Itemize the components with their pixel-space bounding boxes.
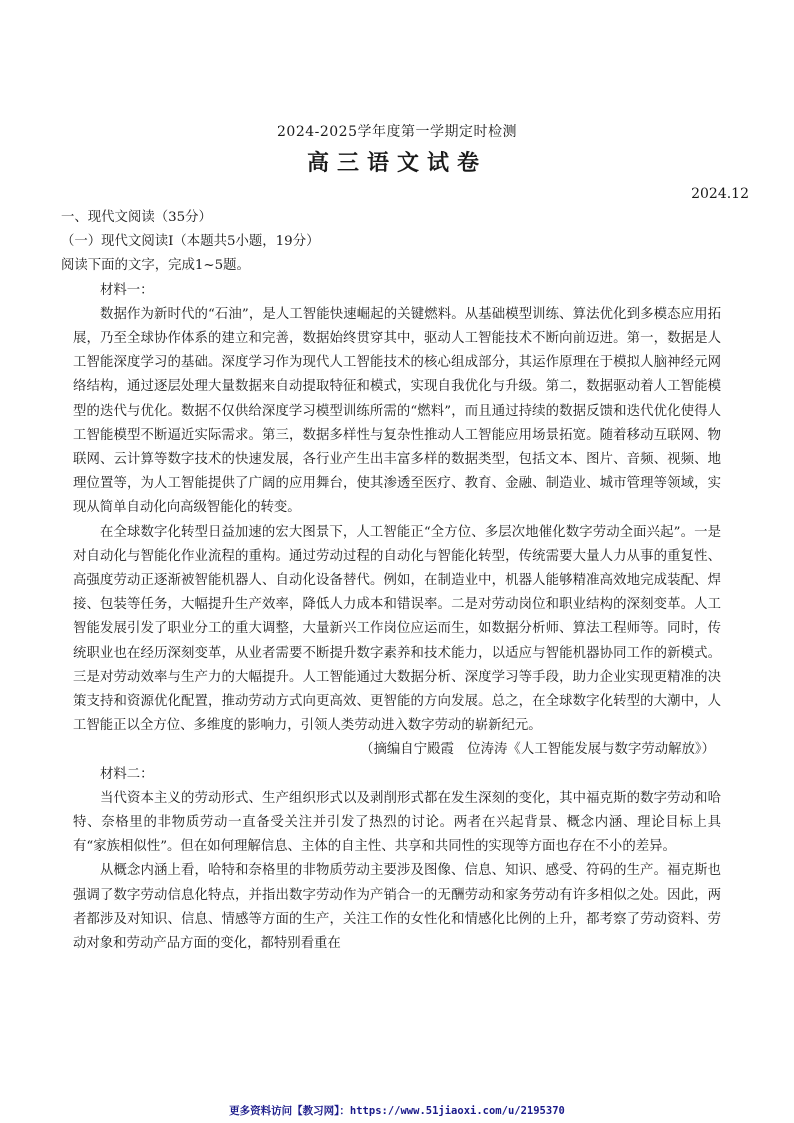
- material-two-paragraph: 当代资本主义的劳动形式、生产组织形式以及剥削形式都在发生深刻的变化，其中福克斯的数字劳动和哈特、奈格里的非物质劳动一直备受关注并引发了热烈的讨论。两者在兴起背景、概念内涵、理论目标上具有“家族相似性”。但在如何理解信息、主体的自主性、共享和共同性的实现等方面也存在不小的差异。: [73, 790, 721, 855]
- section-subheading: （一）现代文阅读Ⅰ（本题共5小题，19分）: [61, 234, 320, 250]
- footer-link[interactable]: 更多资料访问【教习网】：https://www.51jiaoxi.com/u/2195370: [229, 1105, 565, 1117]
- material-one-paragraph: 在全球数字化转型日益加速的宏大图景下，人工智能正“全方位、多层次地催化数字劳动全面兴起”。一是对自动化与智能化作业流程的重构。通过劳动过程的自动化与智能化转型，传统需要大量人力从事的重复性、高强度劳动正逐渐被智能机器人、自动化设备替代。例如，在制造业中，机器人能够精准高效地完成装配、焊接、包装等任务，大幅提升生产效率，降低人力成本和错误率。二是对劳动岗位和职业结构的深刻变革。人工智能发展引发了职业分工的重大调整，大量新兴工作岗位应运而生，如数据分析师、算法工程师等。同时，传统职业也在经历深刻变革，从业者需要不断提升数字素养和技术能力，以适应与智能机器协同工作的新模式。三是对劳动效率与生产力的大幅提升。人工智能通过大数据分析、深度学习等手段，助力企业实现更精准的决策支持和资源优化配置，推动劳动方式向更高效、更智能的方向发展。总之，在全球数字化转型的大潮中，人工智能正以全方位、多维度的影响力，引领人类劳动进入数字劳动的崭新纪元。: [73, 524, 721, 734]
- exam-date: 2024.12: [691, 186, 749, 202]
- material-two-paragraph: 从概念内涵上看，哈特和奈格里的非物质劳动主要涉及图像、信息、知识、感受、符码的生产。福克斯也强调了数字劳动信息化特点，并指出数字劳动作为产销合一的无酬劳动和家务劳动有许多相似之处。因此，两者都涉及对知识、信息、情感等方面的生产，关注工作的女性化和情感化比例的上升，都考察了劳动资料、劳动对象和劳动产品方面的变化，都特别看重在: [73, 863, 721, 952]
- section-heading: 一、现代文阅读（35分）: [61, 210, 212, 225]
- exam-subtitle: 2024-2025学年度第一学期定时检测: [277, 124, 517, 140]
- material-one-source: （摘编自宁殿霞 位涛涛《人工智能发展与数字劳动解放》）: [360, 742, 715, 758]
- material-one-paragraph: 数据作为新时代的“石油”，是人工智能快速崛起的关键燃料。从基础模型训练、算法优化到多模态应用拓展，乃至全球协作体系的建立和完善，数据始终贯穿其中，驱动人工智能技术不断向前迈进。第一，数据是人工智能深度学习的基础。深度学习作为现代人工智能技术的核心组成部分，其运作原理在于模拟人脑神经元网络结构，通过逐层处理大量数据来自动提取特征和模式，实现自我优化与升级。第二，数据驱动着人工智能模型的迭代与优化。数据不仅供给深度学习模型训练所需的“燃料”，而且通过持续的数据反馈和迭代优化使得人工智能模型不断逼近实际需求。第三，数据多样性与复杂性推动人工智能应用场景拓宽。随着移动互联网、物联网、云计算等数字技术的快速发展，各行业产生出丰富多样的数据类型，包括文本、图片、音频、视频、地理位置等，为人工智能提供了广阔的应用舞台，使其渗透至医疗、教育、金融、制造业、城市管理等领域，实现从简单自动化向高级智能化的转变。: [73, 306, 721, 516]
- exam-content: [61, 206, 721, 956]
- exam-title: 高三语文试卷: [306, 150, 487, 176]
- material-two-label: 材料二：: [100, 766, 154, 782]
- material-one-label: 材料一：: [100, 282, 154, 298]
- reading-instruction: 阅读下面的文字，完成1~5题。: [61, 258, 250, 274]
